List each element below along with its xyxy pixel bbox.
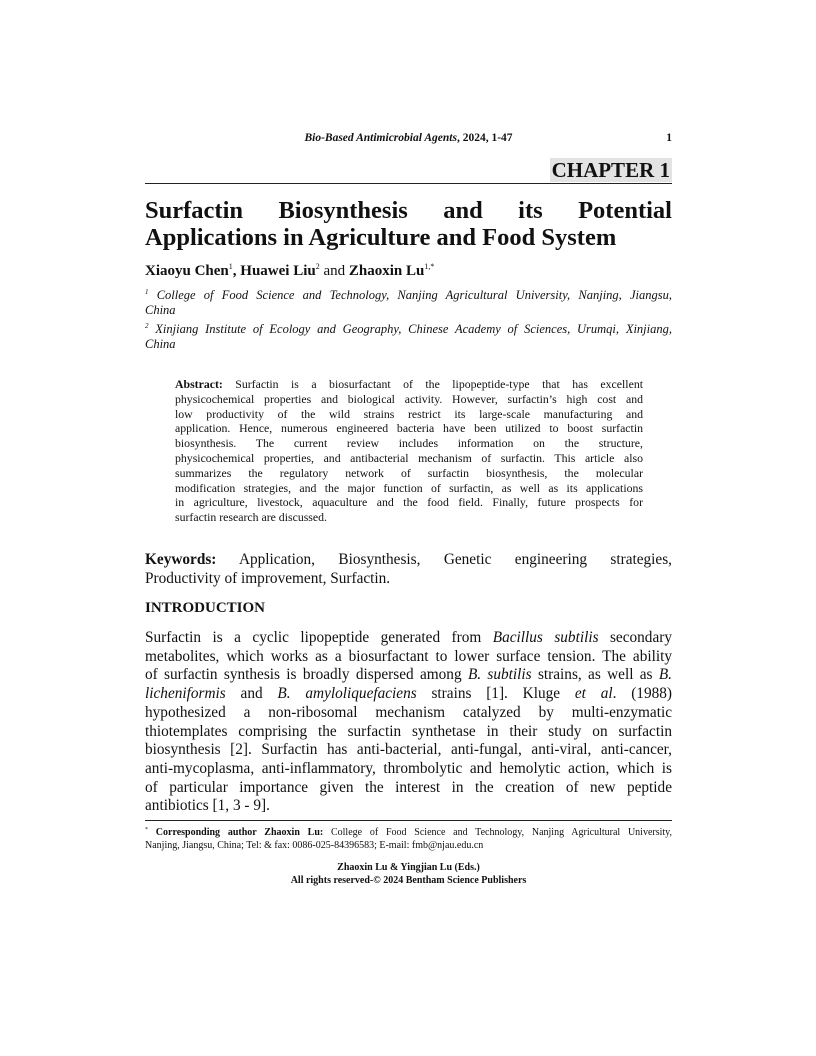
body-line [145,723,672,742]
footnote-text: College of Food Science and Technology, Nanjing Agricultural University, [323,827,673,838]
body-text: . (1988) [612,685,672,703]
abstract-line [175,466,643,481]
journal-citation [145,132,672,144]
body-text: metabolites, which works as a biosurfactant to lower surface tension. The ability [145,647,672,665]
keywords-line [145,570,672,589]
footnote-line: Nanjing, Jiangsu, China; Tel: & fax: 0086-025-84396583; E-mail: fmb@njau.edu.cn [145,840,484,851]
footnote-label: Corresponding author Zhaoxin Lu: [155,827,324,838]
chapter-title [145,197,672,251]
abstract-text: modification strategies, and the major function of surfactin, as well as its applications [175,480,643,495]
footnote-line [145,824,672,839]
affiliation-text: Xinjiang Institute of Ecology and Geography, Chinese Academy of Sciences, Urumqi, Xinjiang, [155,322,672,336]
italic-term: licheniformis [145,685,226,703]
keywords-line [145,551,672,570]
title-line: Applications in Agriculture and Food System [145,224,617,251]
body-text: anti-mycoplasma, anti-inflammatory, thrombolytic and hemolytic action, which is [145,759,672,777]
introduction-paragraph [145,629,672,816]
author-affil-mark: 1,* [424,262,435,271]
abstract-text: surfactin research are discussed. [175,510,327,525]
author-separator: , [232,263,241,279]
italic-term: B. [658,666,672,684]
keywords-text: Application, Biosynthesis, Genetic engineering strategies, [216,551,672,568]
body-line [145,629,672,648]
abstract-line [175,495,643,510]
affiliation-mark: 1 [145,288,149,296]
body-line [145,648,672,667]
body-text: strains [1]. Kluge [416,685,575,703]
abstract-text: low productivity of the wild strains restrict its large-scale manufacturing and [175,406,643,421]
italic-term: Bacillus subtilis [492,629,599,646]
italic-term: B. amyloliquefaciens [277,685,417,703]
footnote-mark: * [145,827,148,833]
affiliation-1 [145,285,672,318]
abstract-text: summarizes the regulatory network of surfactin biosynthesis, the molecular [175,465,643,480]
affiliation-line: China [145,337,176,351]
abstract-line [175,407,643,422]
body-line [145,704,672,723]
author-list [145,262,434,280]
body-line [145,666,672,685]
author-affil-mark: 1 [228,262,233,271]
page-number: 1 [666,132,672,144]
body-text: biosynthesis [2]. Surfactin has anti-bacterial, anti-fungal, anti-viral, anti-cancer, [145,741,672,759]
body-line [145,760,672,779]
chapter-label: CHAPTER 1 [551,158,670,182]
abstract-text: biosynthesis. The current review includes information on the structure, [175,436,643,451]
abstract-line [175,392,643,407]
abstract-text: physicochemical properties and biological activity. However, surfactin’s high cost and [175,391,643,406]
body-text: of particular importance given the interest in the creation of new peptide [145,778,672,796]
abstract [175,377,643,525]
body-text: Surfactin is a cyclic lipopeptide generated from [145,629,493,646]
editors: Zhaoxin Lu & Yingjian Lu (Eds.) [337,862,480,873]
abstract-line [175,451,643,466]
abstract-text: Surfactin is a biosurfactant of the lipopeptide-type that has excellent [222,377,643,391]
header-rule [145,183,672,184]
footnote-rule [145,820,672,821]
author-name: Xiaoyu Chen [145,263,229,279]
publisher-info [145,861,672,887]
abstract-line [175,510,643,525]
body-line [145,797,672,816]
affiliation-line [145,285,672,303]
footnote [145,824,672,852]
affiliation-2 [145,319,672,352]
italic-term: B. subtilis [467,666,532,684]
section-heading-introduction: INTRODUCTION [145,600,266,616]
body-line [145,741,672,760]
abstract-line [175,377,643,392]
body-text: secondary [598,629,672,646]
affiliation-text: College of Food Science and Technology, Nanjing Agricultural University, Nanjing, Jiangsu, [156,288,673,302]
body-line [145,685,672,704]
abstract-text: in agriculture, livestock, aquaculture and the food field. Finally, future prospects for [175,495,643,510]
author-separator: and [319,263,349,279]
affiliation-mark: 2 [145,322,149,330]
body-text: of surfactin synthesis is broadly dispersed among [145,666,468,684]
body-text: hypothesized a non-ribosomal mechanism catalyzed by multi-enzymatic [145,703,672,721]
keywords-label: Keywords: [145,551,217,568]
body-text: thiotemplates comprising the surfactin synthetase in their study on surfactin [145,722,672,740]
affiliation-line: China [145,303,176,317]
abstract-text: physicochemical properties, and antibacterial mechanism of surfactin. This article also [175,450,643,465]
abstract-line [175,436,643,451]
abstract-label: Abstract: [175,377,223,391]
keywords-text: Productivity of improvement, Surfactin. [145,569,391,587]
copyright: All rights reserved-© 2024 Bentham Science Publishers [290,875,527,886]
author-name: Huawei Liu [240,263,316,279]
affiliation-line [145,319,672,337]
body-text: and [225,685,278,703]
abstract-line [175,481,643,496]
author-name: Zhaoxin Lu [348,263,425,279]
journal-year-pages: , 2024, 1-47 [456,132,513,144]
title-line: Surfactin Biosynthesis and its Potential [145,197,672,224]
abstract-line [175,421,643,436]
keywords [145,551,672,589]
italic-term: et al [574,685,613,703]
body-text: antibiotics [1, 3 - 9]. [145,797,270,815]
author-affil-mark: 2 [315,262,320,271]
journal-name: Bio-Based Antimicrobial Agents [304,132,457,144]
abstract-text: application. Hence, numerous engineered bacteria have been utilized to boost surfactin [175,421,643,436]
body-line [145,779,672,798]
body-text: strains, as well as [531,666,659,684]
